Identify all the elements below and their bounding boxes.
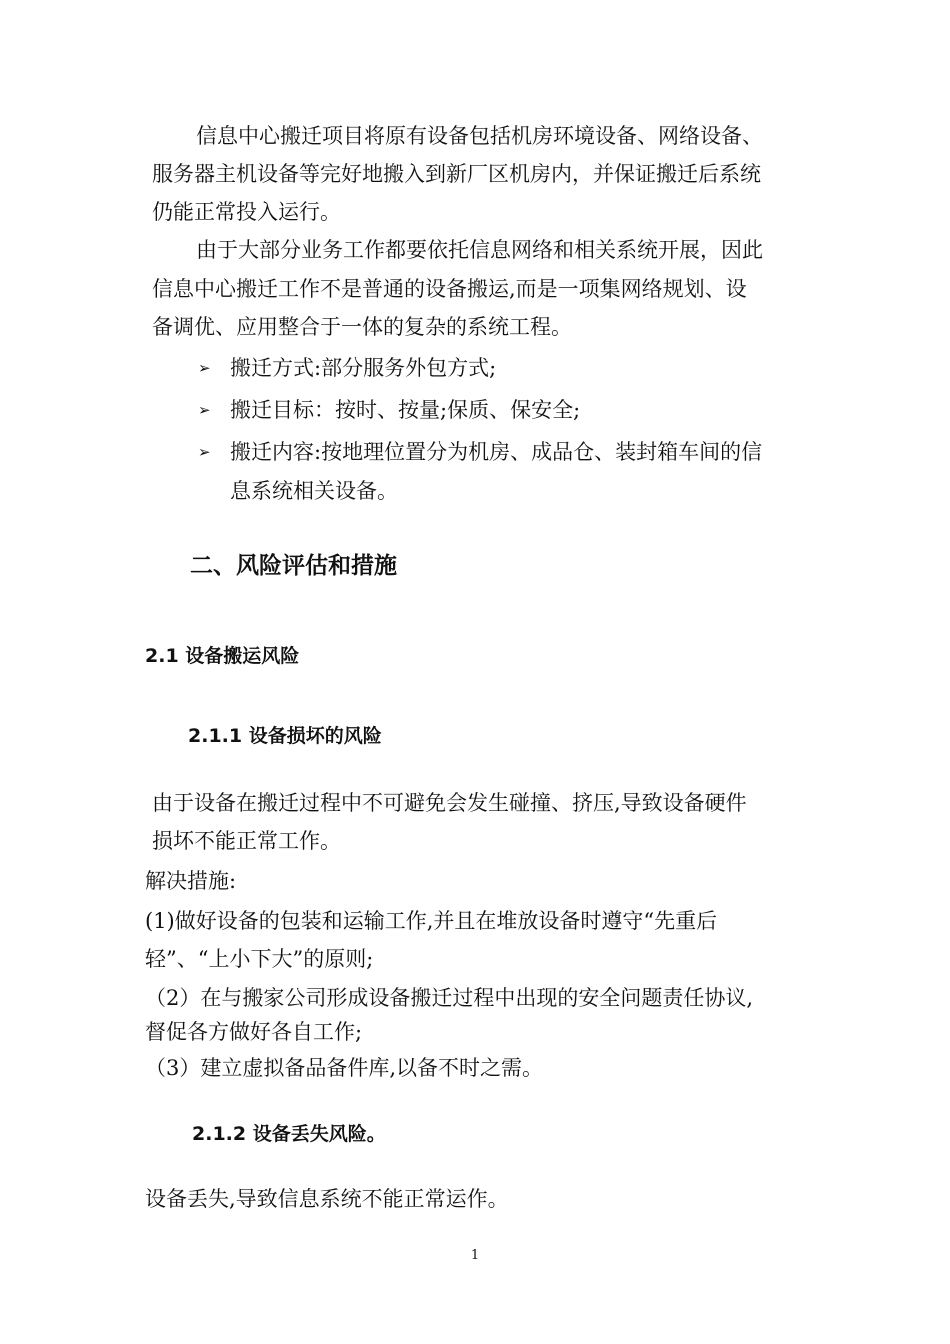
arrow-bullet-icon: ➢ [198, 443, 211, 461]
intro-paragraph-1-line-3: 仍能正常投入运行。 [152, 200, 341, 224]
measure-line-2: 轻”、“上小下大”的原则; [145, 947, 374, 971]
solution-label: 解决措施: [145, 869, 237, 893]
risk-description-line-2: 损坏不能正常工作。 [152, 829, 341, 853]
bullet-item-content-line-1: 搬迁内容:按地理位置分为机房、成品仓、装封箱车间的信 [230, 440, 763, 464]
measure-line-1: (1)做好设备的包装和运输工作,并且在堆放设备时遵守“先重后 [145, 909, 718, 933]
risk-description-line-1: 由于设备在搬迁过程中不可避免会发生碰撞、挤压,导致设备硬件 [152, 791, 747, 815]
section-heading: 二、风险评估和措施 [190, 553, 397, 579]
subsection-heading-2-1-2: 2.1.2 设备丢失风险。 [192, 1123, 386, 1145]
measure-line-4: 督促各方做好各自工作; [145, 1020, 363, 1044]
measure-line-5: （3）建立虚拟备品备件库,以备不时之需。 [145, 1056, 544, 1080]
subsection-heading-2-1-1: 2.1.1 设备损坏的风险 [188, 725, 382, 747]
page-number: 1 [470, 1248, 480, 1263]
bullet-item-method: 搬迁方式:部分服务外包方式; [230, 356, 497, 380]
bullet-item-goal: 搬迁目标：按时、按量;保质、保安全; [230, 398, 581, 422]
intro-paragraph-1-line-2: 服务器主机设备等完好地搬入到新厂区机房内，并保证搬迁后系统 [152, 162, 761, 186]
subsection-heading-2-1: 2.1 设备搬运风险 [145, 645, 300, 667]
arrow-bullet-icon: ➢ [198, 401, 211, 419]
intro-paragraph-1-line-1: 信息中心搬迁项目将原有设备包括机房环境设备、网络设备、 [196, 124, 763, 148]
bullet-item-content-line-2: 息系统相关设备。 [230, 479, 398, 503]
intro-paragraph-2-line-1: 由于大部分业务工作都要依托信息网络和相关系统开展，因此 [196, 238, 763, 262]
arrow-bullet-icon: ➢ [198, 359, 211, 377]
measure-line-3: （2）在与搬家公司形成设备搬迁过程中出现的安全问题责任协议, [145, 986, 754, 1010]
loss-risk-description: 设备丢失,导致信息系统不能正常运作。 [145, 1187, 509, 1211]
intro-paragraph-2-line-3: 备调优、应用整合于一体的复杂的系统工程。 [152, 315, 572, 339]
intro-paragraph-2-line-2: 信息中心搬迁工作不是普通的设备搬运,而是一项集网络规划、设 [152, 277, 747, 301]
